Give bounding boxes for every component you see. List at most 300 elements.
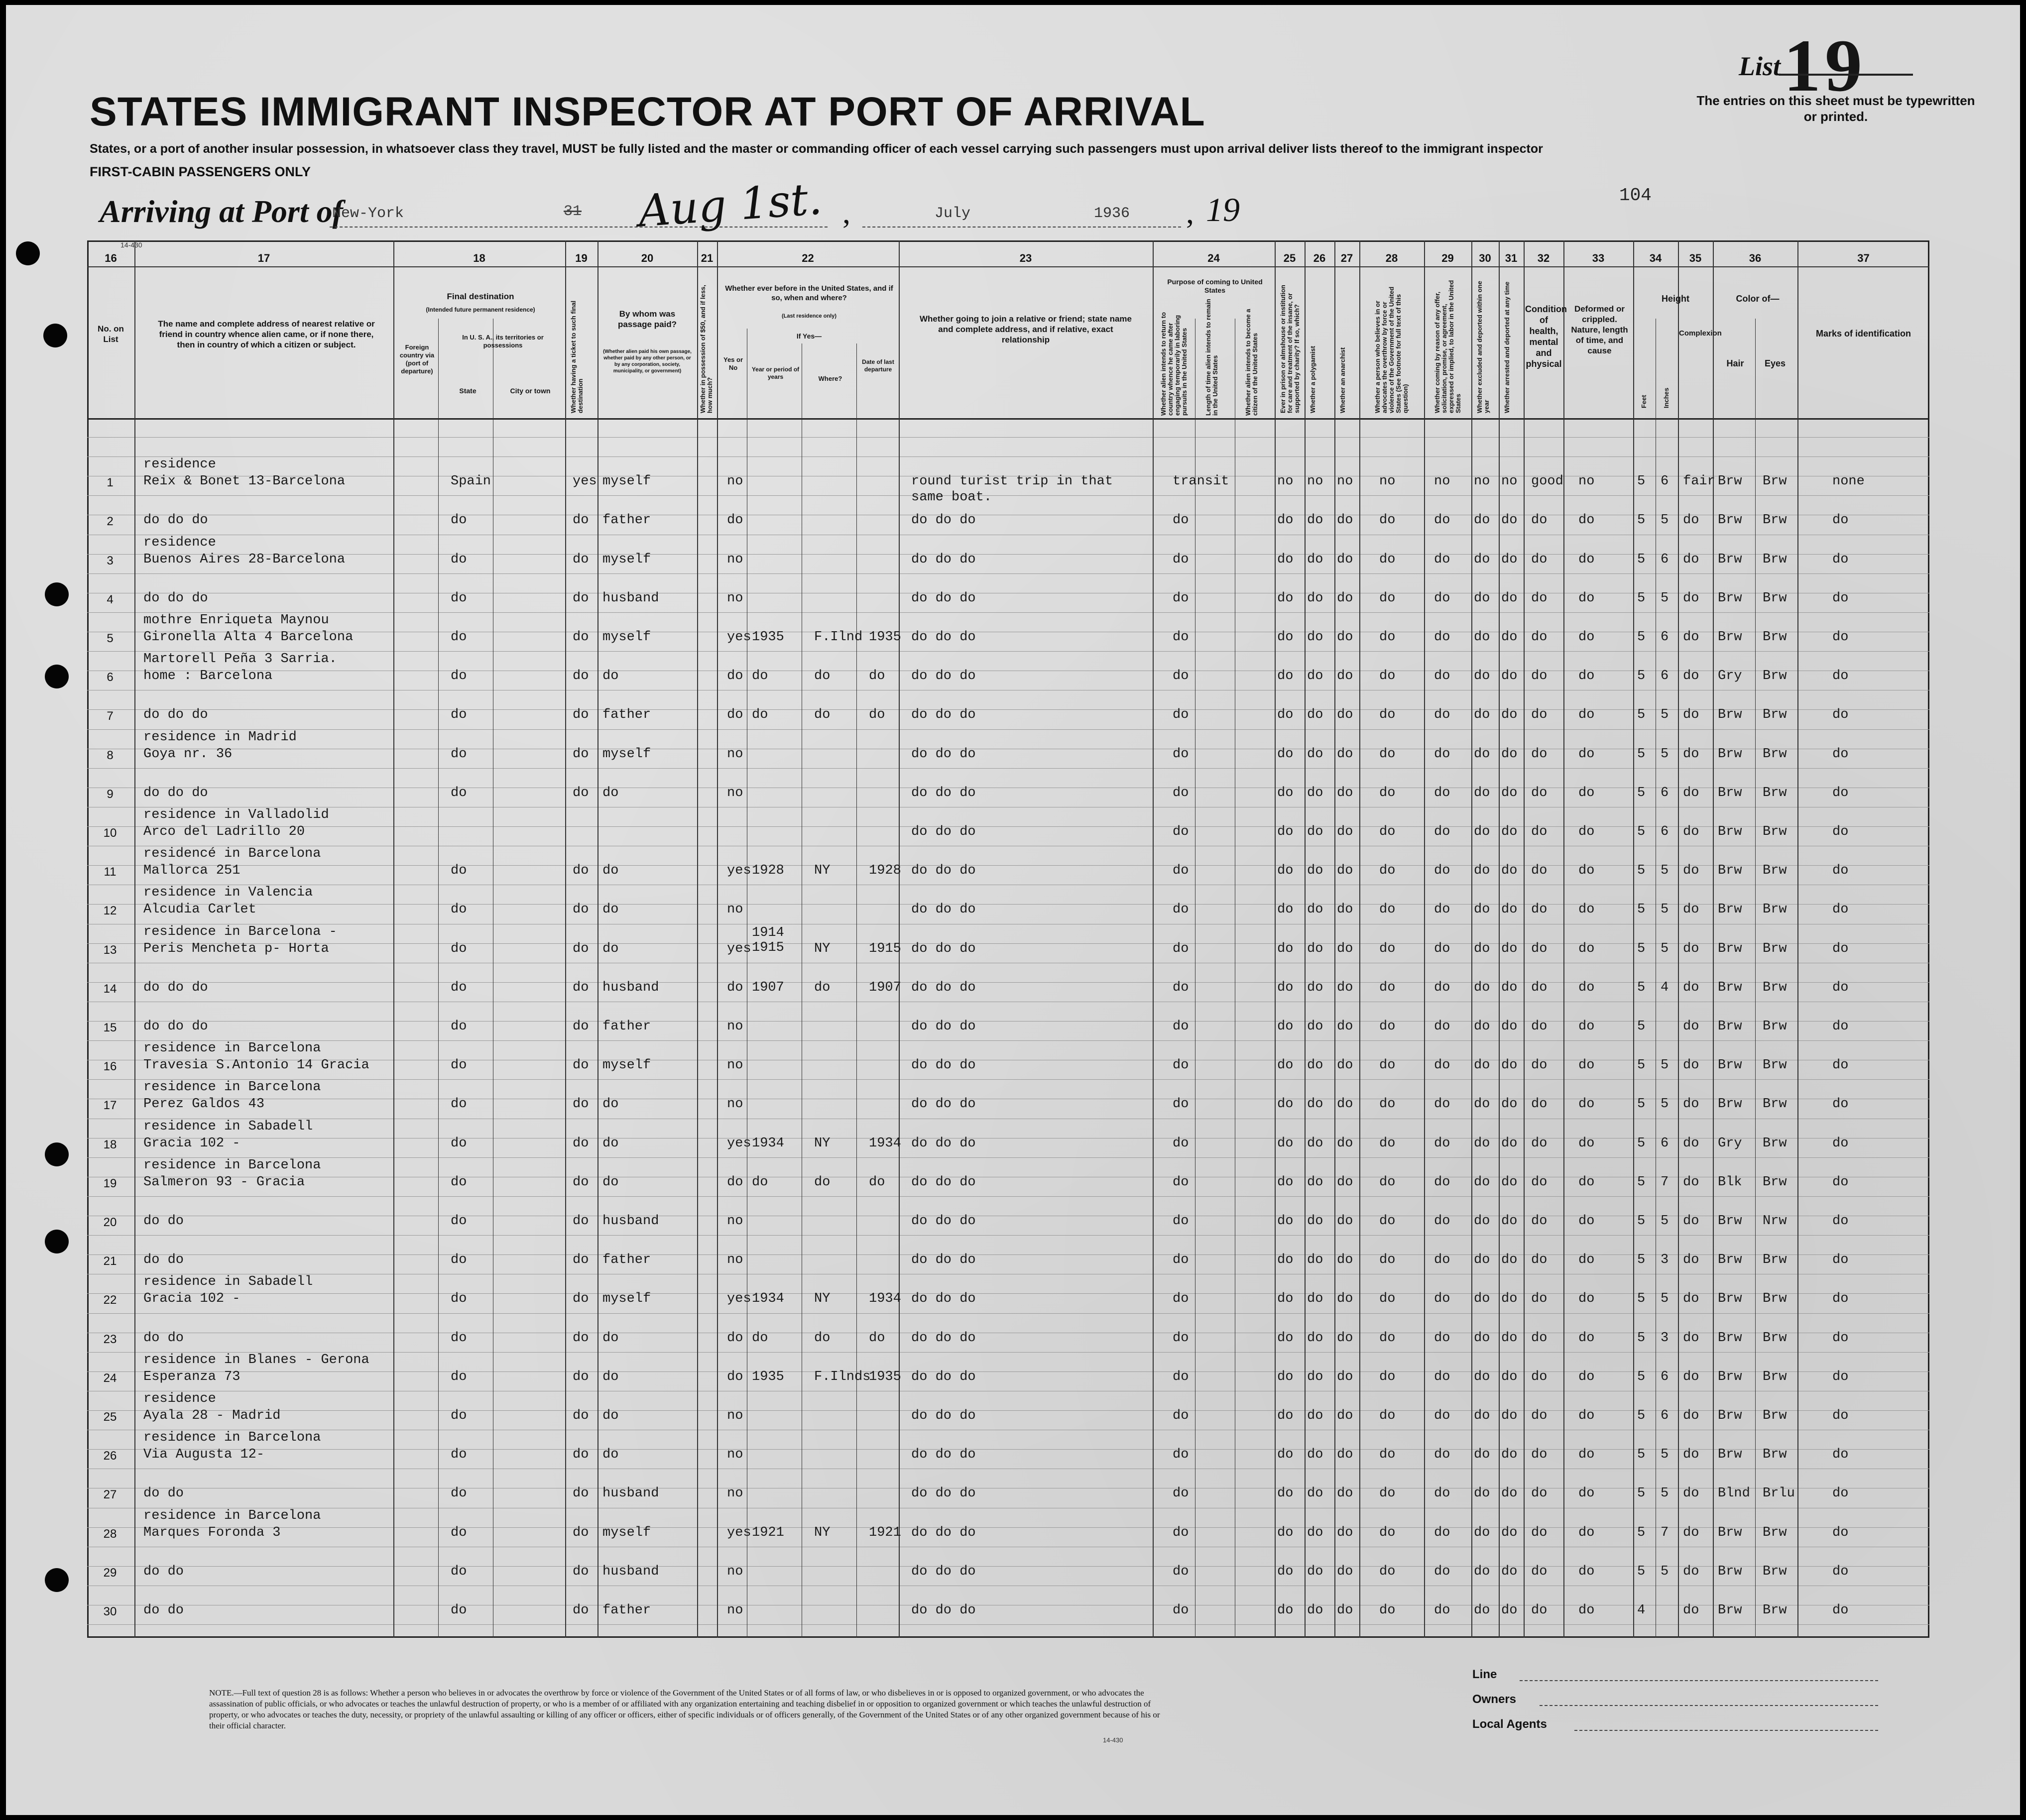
- cell-q31: do: [1501, 1408, 1518, 1423]
- cell-purpose: do: [1173, 629, 1189, 645]
- cell-q30: do: [1474, 1564, 1490, 1579]
- column-header: Hair: [1726, 358, 1744, 368]
- ruled-line: [87, 729, 1929, 730]
- cell-q25: no: [1277, 474, 1294, 489]
- cell-health: do: [1531, 1564, 1548, 1579]
- cell-q29: do: [1434, 1291, 1450, 1307]
- cell-paid: do: [602, 669, 619, 684]
- ruled-line: [87, 768, 1929, 769]
- cell-q25: do: [1277, 513, 1294, 528]
- cell-marks: do: [1832, 1097, 1849, 1112]
- cell-feet: 5: [1637, 1252, 1646, 1268]
- cell-deformed: do: [1578, 513, 1595, 528]
- cell-period: do: [752, 1330, 768, 1346]
- line-label: Line: [1472, 1668, 1497, 1681]
- cell-join: do do do: [911, 1525, 976, 1540]
- cell-where: do: [814, 1174, 831, 1190]
- cell-join: do do do: [911, 1097, 976, 1112]
- row-number: 7: [107, 709, 114, 723]
- cell-complexion: do: [1683, 1408, 1699, 1423]
- cell-complexion: do: [1683, 902, 1699, 917]
- cell-complexion: do: [1683, 513, 1699, 528]
- cell-marks: do: [1832, 669, 1849, 684]
- cell-q29: do: [1434, 513, 1450, 528]
- address-line-2: Perez Galdos 43: [143, 1097, 265, 1112]
- cell-marks: do: [1832, 1564, 1849, 1579]
- cell-money: no: [727, 785, 743, 800]
- address-line-2: Travesia S.Antonio 14 Gracia: [143, 1058, 369, 1073]
- cell-eyes: Brw: [1763, 629, 1787, 645]
- cell-complexion: do: [1683, 1369, 1699, 1384]
- ruled-line: [87, 1371, 1929, 1372]
- cell-q30: do: [1474, 629, 1490, 645]
- cell-purpose: do: [1173, 1564, 1189, 1579]
- cell-q26: do: [1307, 1564, 1323, 1579]
- cell-complexion: do: [1683, 1564, 1699, 1579]
- cell-q29: do: [1434, 1369, 1450, 1384]
- cell-marks: do: [1832, 552, 1849, 567]
- cell-q31: do: [1501, 1602, 1518, 1618]
- cell-feet: 5: [1637, 669, 1646, 684]
- grid-line: [134, 240, 135, 1638]
- cell-inches: 6: [1661, 669, 1669, 684]
- cell-eyes: Brw: [1763, 707, 1787, 723]
- column-number: 36: [1749, 252, 1762, 264]
- cell-paid: father: [602, 707, 651, 723]
- cell-marks: do: [1832, 513, 1849, 528]
- cell-hair: Brw: [1718, 863, 1742, 879]
- cell-eyes: Brw: [1763, 1291, 1787, 1307]
- cell-complexion: do: [1683, 824, 1699, 839]
- column-number: 32: [1537, 252, 1550, 264]
- cell-join: do do do: [911, 1564, 976, 1579]
- column-number: 25: [1283, 252, 1296, 264]
- cell-eyes: Brw: [1763, 1602, 1787, 1618]
- cell-complexion: do: [1683, 1602, 1699, 1618]
- cell-q27: do: [1337, 1252, 1353, 1268]
- cell-foreign: do: [451, 1369, 467, 1384]
- cell-q27: do: [1337, 1408, 1353, 1423]
- cell-marks: do: [1832, 1408, 1849, 1423]
- column-number: 28: [1385, 252, 1398, 264]
- cell-inches: 7: [1661, 1174, 1669, 1190]
- cell-q30: do: [1474, 1602, 1490, 1618]
- cell-health: do: [1531, 746, 1548, 762]
- grid-line: [438, 319, 439, 1638]
- address-line-2: do do: [143, 1486, 184, 1501]
- column-number: 21: [701, 252, 714, 264]
- cell-hair: Brw: [1718, 513, 1742, 528]
- cell-feet: 5: [1637, 707, 1646, 723]
- cell-q28: do: [1379, 785, 1396, 800]
- cell-ticket: do: [573, 669, 589, 684]
- cell-marks: do: [1832, 629, 1849, 645]
- address-line-1: residence in Barcelona: [143, 1041, 321, 1056]
- cell-q27: do: [1337, 1097, 1353, 1112]
- cell-feet: 5: [1637, 1369, 1646, 1384]
- address-line-1: residence: [143, 1391, 216, 1406]
- cell-eyes: Brw: [1763, 941, 1787, 956]
- cell-complexion: do: [1683, 1058, 1699, 1073]
- ruled-line: [87, 1157, 1929, 1158]
- cell-date: 1934: [869, 1136, 901, 1151]
- cell-deformed: do: [1578, 941, 1595, 956]
- cell-complexion: do: [1683, 1213, 1699, 1229]
- cell-ticket: do: [573, 1019, 589, 1034]
- struck-day: 31: [564, 203, 582, 220]
- column-header-vertical: Whether having a ticket to such final destination: [570, 300, 584, 413]
- address-line-2: do do: [143, 1564, 184, 1579]
- address-line-2: Esperanza 73: [143, 1369, 240, 1384]
- cell-q25: do: [1277, 552, 1294, 567]
- cell-purpose: do: [1173, 1136, 1189, 1151]
- column-number: 29: [1441, 252, 1454, 264]
- address-line-1: residencé in Barcelona: [143, 846, 321, 862]
- cell-date: 1935: [869, 1369, 901, 1384]
- cell-q29: do: [1434, 1447, 1450, 1463]
- cell-ticket: do: [573, 629, 589, 645]
- ruled-line: [87, 1079, 1929, 1080]
- cell-deformed: do: [1578, 1252, 1595, 1268]
- cell-inches: 6: [1661, 1369, 1669, 1384]
- form-code: 14-430: [120, 241, 142, 249]
- cell-q28: do: [1379, 1564, 1396, 1579]
- cell-health: do: [1531, 707, 1548, 723]
- cell-health: do: [1531, 1525, 1548, 1540]
- cell-q28: do: [1379, 1252, 1396, 1268]
- cell-complexion: do: [1683, 785, 1699, 800]
- ruled-line: [87, 495, 1929, 496]
- cell-q25: do: [1277, 1252, 1294, 1268]
- cell-q29: do: [1434, 590, 1450, 606]
- cell-eyes: Brw: [1763, 1330, 1787, 1346]
- cell-join: do do do: [911, 863, 976, 879]
- column-number: 24: [1207, 252, 1220, 264]
- cell-q26: do: [1307, 513, 1323, 528]
- cell-q30: do: [1474, 785, 1490, 800]
- cell-q29: do: [1434, 1252, 1450, 1268]
- cell-q30: do: [1474, 1525, 1490, 1540]
- cell-q27: do: [1337, 1525, 1353, 1540]
- cell-purpose: do: [1173, 824, 1189, 839]
- cell-marks: do: [1832, 1602, 1849, 1618]
- cell-health: do: [1531, 629, 1548, 645]
- cell-feet: 5: [1637, 513, 1646, 528]
- address-line-2: Mallorca 251: [143, 863, 240, 879]
- cell-q29: do: [1434, 707, 1450, 723]
- address-line-2: Via Augusta 12-: [143, 1447, 265, 1463]
- cell-q25: do: [1277, 902, 1294, 917]
- cell-marks: do: [1832, 1369, 1849, 1384]
- cell-q25: do: [1277, 1097, 1294, 1112]
- cell-feet: 5: [1637, 1486, 1646, 1501]
- cell-money: no: [727, 1019, 743, 1034]
- cell-complexion: do: [1683, 552, 1699, 567]
- page-title: STATES IMMIGRANT INSPECTOR AT PORT OF ARRIVAL: [90, 89, 1205, 134]
- month-value: July: [935, 205, 971, 222]
- address-line-2: do do do: [143, 590, 208, 606]
- row-number: 6: [107, 671, 114, 684]
- cell-q30: do: [1474, 513, 1490, 528]
- cell-inches: 3: [1661, 1330, 1669, 1346]
- address-line-1: residence in Valencia: [143, 885, 313, 901]
- cell-eyes: Brw: [1763, 1369, 1787, 1384]
- cell-money: no: [727, 590, 743, 606]
- cell-purpose: transit: [1173, 474, 1229, 489]
- cell-foreign: do: [451, 785, 467, 800]
- row-number: 24: [103, 1371, 117, 1385]
- cell-q28: do: [1379, 1019, 1396, 1034]
- address-line-2: do do do: [143, 785, 208, 800]
- cell-where: NY: [814, 863, 831, 879]
- cell-eyes: Brw: [1763, 1174, 1787, 1190]
- cell-money: yes: [727, 1291, 751, 1307]
- cell-q27: do: [1337, 629, 1353, 645]
- cell-q31: do: [1501, 785, 1518, 800]
- cell-hair: Gry: [1718, 669, 1742, 684]
- cell-purpose: do: [1173, 1252, 1189, 1268]
- cell-join: do do do: [911, 902, 976, 917]
- owners-label: Owners: [1472, 1693, 1517, 1706]
- cell-purpose: do: [1173, 513, 1189, 528]
- cell-feet: 5: [1637, 746, 1646, 762]
- cell-hair: Brw: [1718, 707, 1742, 723]
- binder-hole: [45, 1142, 69, 1166]
- binder-hole: [45, 582, 69, 606]
- cell-hair: Brw: [1718, 1213, 1742, 1229]
- cell-money: no: [727, 1486, 743, 1501]
- column-number: 22: [802, 252, 814, 264]
- cell-feet: 4: [1637, 1602, 1646, 1618]
- cell-date: 1907: [869, 980, 901, 995]
- cell-q27: do: [1337, 1019, 1353, 1034]
- grid-line: [393, 240, 394, 1638]
- ruled-line: [87, 1527, 1929, 1528]
- cell-deformed: do: [1578, 1447, 1595, 1463]
- cell-q31: do: [1501, 902, 1518, 917]
- grid-line: [597, 240, 598, 1638]
- row-number: 1: [107, 476, 114, 490]
- cell-q31: do: [1501, 824, 1518, 839]
- column-header: In U. S. A., its territories or possessions: [462, 334, 544, 349]
- cell-ticket: do: [573, 1408, 589, 1423]
- cell-feet: 5: [1637, 902, 1646, 917]
- cell-q31: do: [1501, 1486, 1518, 1501]
- cell-inches: 5: [1661, 590, 1669, 606]
- cell-q29: do: [1434, 669, 1450, 684]
- cell-deformed: do: [1578, 1097, 1595, 1112]
- address-line-2: home : Barcelona: [143, 669, 273, 684]
- cell-q26: do: [1307, 1330, 1323, 1346]
- cell-marks: do: [1832, 863, 1849, 879]
- address-line-1: residence in Barcelona: [143, 1508, 321, 1523]
- cell-q29: do: [1434, 1097, 1450, 1112]
- column-header: (Intended future permanent residence): [426, 306, 535, 313]
- cell-q26: do: [1307, 1486, 1323, 1501]
- cell-complexion: do: [1683, 1019, 1699, 1034]
- comma: ,: [1186, 195, 1194, 230]
- grid-line: [1499, 240, 1500, 1638]
- cell-where: do: [814, 1330, 831, 1346]
- cell-purpose: do: [1173, 785, 1189, 800]
- cell-marks: none: [1832, 474, 1865, 489]
- cell-q28: do: [1379, 1213, 1396, 1229]
- cell-q31: do: [1501, 1291, 1518, 1307]
- cell-complexion: do: [1683, 1525, 1699, 1540]
- address-line-2: Marques Foronda 3: [143, 1525, 281, 1540]
- cell-money: do: [727, 1369, 743, 1384]
- cell-q30: do: [1474, 1408, 1490, 1423]
- cell-hair: Brw: [1718, 1097, 1742, 1112]
- cell-foreign: do: [451, 1058, 467, 1073]
- cell-feet: 5: [1637, 1408, 1646, 1423]
- cell-q26: do: [1307, 1136, 1323, 1151]
- cell-feet: 5: [1637, 1330, 1646, 1346]
- cell-ticket: do: [573, 1330, 589, 1346]
- cell-q25: do: [1277, 1174, 1294, 1190]
- cell-q31: do: [1501, 1447, 1518, 1463]
- cell-feet: 5: [1637, 629, 1646, 645]
- address-line-2: do do: [143, 1602, 184, 1618]
- cell-q31: do: [1501, 1213, 1518, 1229]
- cell-q30: do: [1474, 941, 1490, 956]
- cell-deformed: do: [1578, 1330, 1595, 1346]
- cell-eyes: Brw: [1763, 785, 1787, 800]
- address-line-1: residence in Sabadell: [143, 1119, 313, 1134]
- cell-q27: do: [1337, 1330, 1353, 1346]
- binder-hole: [45, 1230, 69, 1253]
- cell-q28: do: [1379, 629, 1396, 645]
- cell-q31: do: [1501, 1369, 1518, 1384]
- cell-ticket: do: [573, 980, 589, 995]
- grid-line: [1359, 240, 1360, 1638]
- cell-q29: do: [1434, 1136, 1450, 1151]
- cell-q30: do: [1474, 824, 1490, 839]
- ruled-line: [87, 1040, 1929, 1041]
- cell-deformed: do: [1578, 1602, 1595, 1618]
- cell-purpose: do: [1173, 707, 1189, 723]
- cell-ticket: do: [573, 707, 589, 723]
- cell-q31: do: [1501, 590, 1518, 606]
- cell-complexion: do: [1683, 707, 1699, 723]
- cell-join: do do do: [911, 707, 976, 723]
- cell-health: do: [1531, 669, 1548, 684]
- cell-q28: do: [1379, 1097, 1396, 1112]
- column-header-vertical: Whether alien intends to return to country whence he came after engaging temporarily in laboring pursuits in the United States: [1160, 312, 1188, 416]
- cell-hair: Brw: [1718, 1291, 1742, 1307]
- cell-inches: 5: [1661, 1291, 1669, 1307]
- cell-inches: 5: [1661, 1486, 1669, 1501]
- cell-ticket: do: [573, 902, 589, 917]
- cell-money: do: [727, 513, 743, 528]
- cell-ticket: do: [573, 1174, 589, 1190]
- cell-health: do: [1531, 1058, 1548, 1073]
- cell-q25: do: [1277, 1136, 1294, 1151]
- grid-line: [1563, 240, 1564, 1638]
- cell-foreign: do: [451, 1213, 467, 1229]
- cell-q28: do: [1379, 1136, 1396, 1151]
- address-line-2: do do: [143, 1330, 184, 1346]
- cell-eyes: Brw: [1763, 513, 1787, 528]
- cell-paid: myself: [602, 629, 651, 645]
- cell-eyes: Brw: [1763, 1019, 1787, 1034]
- cell-q31: do: [1501, 1330, 1518, 1346]
- ruled-line: [87, 651, 1929, 652]
- cell-q27: do: [1337, 552, 1353, 567]
- column-header: (Last residence only): [781, 313, 837, 319]
- address-line-2: Alcudia Carlet: [143, 902, 256, 917]
- cell-purpose: do: [1173, 1330, 1189, 1346]
- row-number: 13: [103, 943, 117, 957]
- cell-q25: do: [1277, 707, 1294, 723]
- column-header: Whether ever before in the United States, and if so, when and where?: [725, 284, 893, 302]
- cell-join: do do do: [911, 1058, 976, 1073]
- column-header-vertical: Whether alien intends to become a citizen of the United States: [1244, 309, 1259, 416]
- cell-eyes: Brw: [1763, 746, 1787, 762]
- cell-ticket: do: [573, 863, 589, 879]
- cell-marks: do: [1832, 1213, 1849, 1229]
- cell-inches: 5: [1661, 1447, 1669, 1463]
- cell-date: do: [869, 669, 885, 684]
- cell-feet: 5: [1637, 552, 1646, 567]
- cell-q27: do: [1337, 746, 1353, 762]
- cell-q28: do: [1379, 552, 1396, 567]
- ruled-line: [87, 437, 1929, 438]
- column-number: 23: [1019, 252, 1032, 264]
- cell-hair: Brw: [1718, 785, 1742, 800]
- cell-q29: do: [1434, 980, 1450, 995]
- cell-q27: do: [1337, 1058, 1353, 1073]
- cell-q27: do: [1337, 1174, 1353, 1190]
- ruled-line: [87, 904, 1929, 905]
- cell-foreign: do: [451, 552, 467, 567]
- cell-join: do do do: [911, 941, 976, 956]
- address-line-1: residence in Barcelona -: [143, 924, 337, 939]
- cell-ticket: do: [573, 513, 589, 528]
- cell-q28: do: [1379, 1408, 1396, 1423]
- cell-paid: do: [602, 1097, 619, 1112]
- cell-period: 1921: [752, 1525, 784, 1540]
- cell-purpose: do: [1173, 669, 1189, 684]
- cell-ticket: yes: [573, 474, 597, 489]
- cell-inches: 3: [1661, 1252, 1669, 1268]
- cell-ticket: do: [573, 1602, 589, 1618]
- fill-line: [862, 227, 1181, 228]
- cell-q25: do: [1277, 1602, 1294, 1618]
- cell-paid: myself: [602, 1058, 651, 1073]
- cell-q29: do: [1434, 863, 1450, 879]
- cell-marks: do: [1832, 707, 1849, 723]
- cell-q31: do: [1501, 707, 1518, 723]
- ruled-line: [87, 612, 1929, 613]
- cell-where: NY: [814, 941, 831, 956]
- cell-q25: do: [1277, 1213, 1294, 1229]
- cell-q26: do: [1307, 552, 1323, 567]
- cell-deformed: do: [1578, 1369, 1595, 1384]
- cell-q27: do: [1337, 590, 1353, 606]
- cell-money: no: [727, 902, 743, 917]
- cell-marks: do: [1832, 1058, 1849, 1073]
- cell-complexion: do: [1683, 1097, 1699, 1112]
- cell-money: yes: [727, 863, 751, 879]
- column-header: Date of last departure: [862, 358, 894, 373]
- cell-join: do do do: [911, 1602, 976, 1618]
- cell-q26: do: [1307, 669, 1323, 684]
- cell-foreign: do: [451, 669, 467, 684]
- cell-paid: husband: [602, 1564, 659, 1579]
- cell-hair: Brw: [1718, 590, 1742, 606]
- cell-foreign: do: [451, 1097, 467, 1112]
